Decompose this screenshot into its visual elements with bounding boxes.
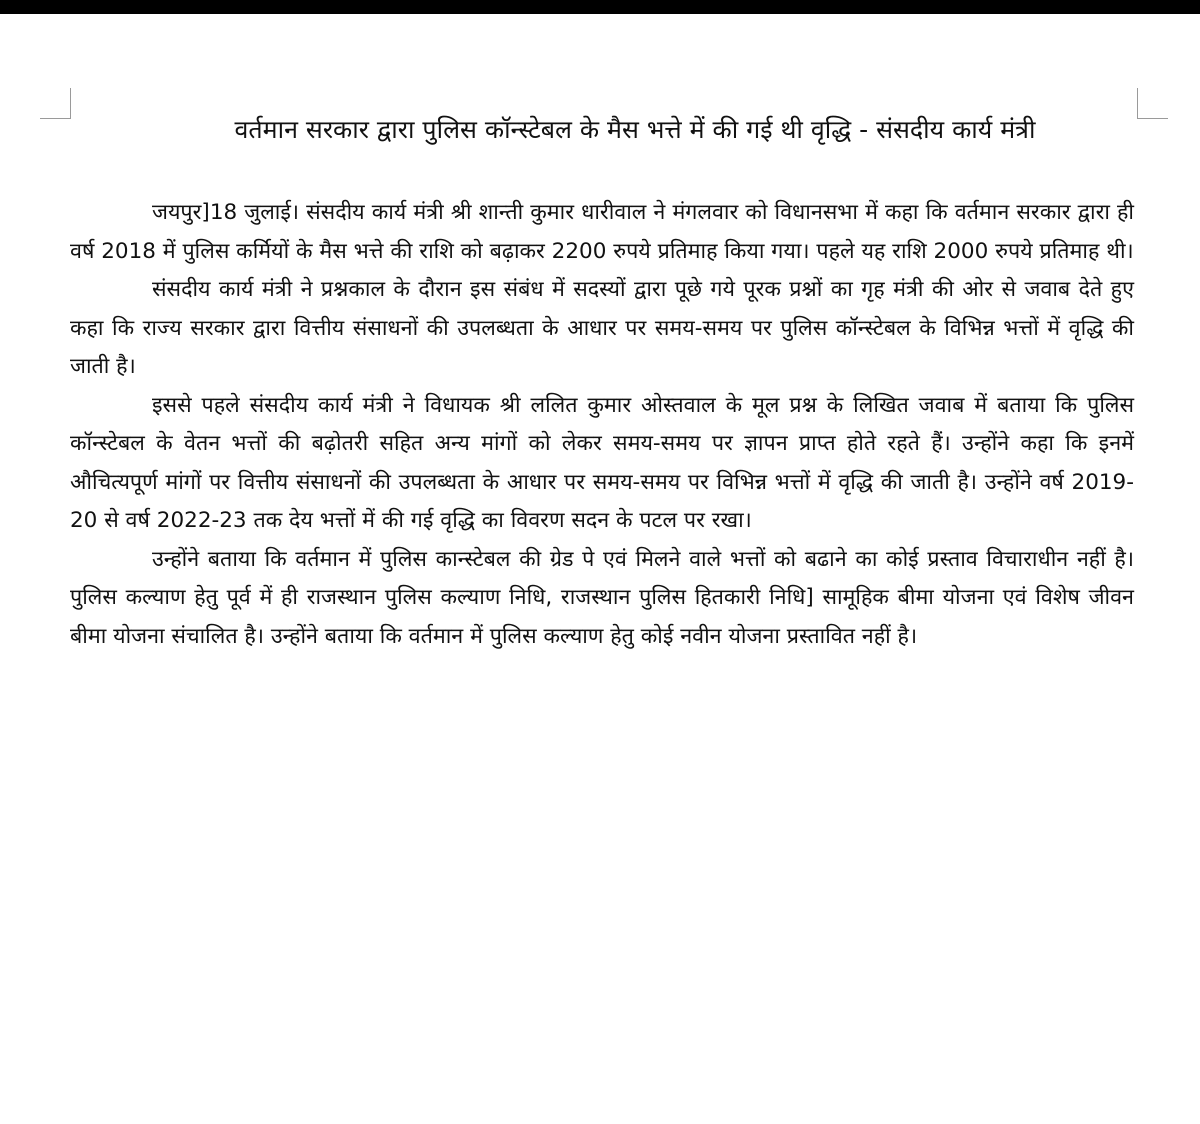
document-title: वर्तमान सरकार द्वारा पुलिस कॉन्स्टेबल के मैस भत्ते में की गई थी वृद्धि - संसदीय कार्य मंत्री [234, 115, 1036, 144]
paragraph-3: इससे पहले संसदीय कार्य मंत्री ने विधायक श्री ललित कुमार ओस्तवाल के मूल प्रश्न के लिखित जवाब में बताया कि पुलिस कॉन्स्टेबल के वेतन भत्तों की बढ़ोतरी सहित अन्य मांगों को लेकर समय-समय पर ज्ञापन प्राप्त होते रहते हैं। उन्होंने कहा कि इनमें औचित्यपूर्ण मांगों पर वित्तीय संसाधनों की उपलब्धता के आधार पर समय-समय पर विभिन्न भत्तों में वृद्धि की जाती है। उन्होंने वर्ष 2019-20 से वर्ष 2022-23 तक देय भत्तों में की गई वृद्धि का विवरण सदन के पटल पर रखा। [70, 392, 1134, 533]
paragraph-2: संसदीय कार्य मंत्री ने प्रश्नकाल के दौरान इस संबंध में सदस्यों द्वारा पूछे गये पूरक प्रश्नों का गृह मंत्री की ओर से जवाब देते हुए कहा कि राज्य सरकार द्वारा वित्तीय संसाधनों की उपलब्धता के आधार पर समय-समय पर पुलिस कॉन्स्टेबल के विभिन्न भत्तों में वृद्धि की जाती है। [70, 277, 1134, 379]
paragraph-1: जयपुर]18 जुलाई। संसदीय कार्य मंत्री श्री शान्ती कुमार धारीवाल ने मंगलवार को विधानसभा में कहा कि वर्तमान सरकार द्वारा ही वर्ष 2018 में पुलिस कर्मियों के मैस भत्ते की राशि को बढ़ाकर 2200 रुपये प्रतिमाह किया गया। पहले यह राशि 2000 रुपये प्रतिमाह थी। [70, 200, 1134, 264]
document-body [70, 194, 1134, 656]
margin-corner-mark-left [40, 88, 71, 119]
paragraph-4: उन्होंने बताया कि वर्तमान में पुलिस कान्स्टेबल की ग्रेड पे एवं मिलने वाले भत्तों को बढाने का कोई प्रस्ताव विचाराधीन नहीं है। पुलिस कल्याण हेतु पूर्व में ही राजस्थान पुलिस कल्याण निधि, राजस्थान पुलिस हितकारी निधि] सामूहिक बीमा योजना एवं विशेष जीवन बीमा योजना संचालित है। उन्होंने बताया कि वर्तमान में पुलिस कल्याण हेतु कोई नवीन योजना प्रस्तावित नहीं है। [70, 546, 1134, 649]
top-black-bar [0, 0, 1200, 14]
